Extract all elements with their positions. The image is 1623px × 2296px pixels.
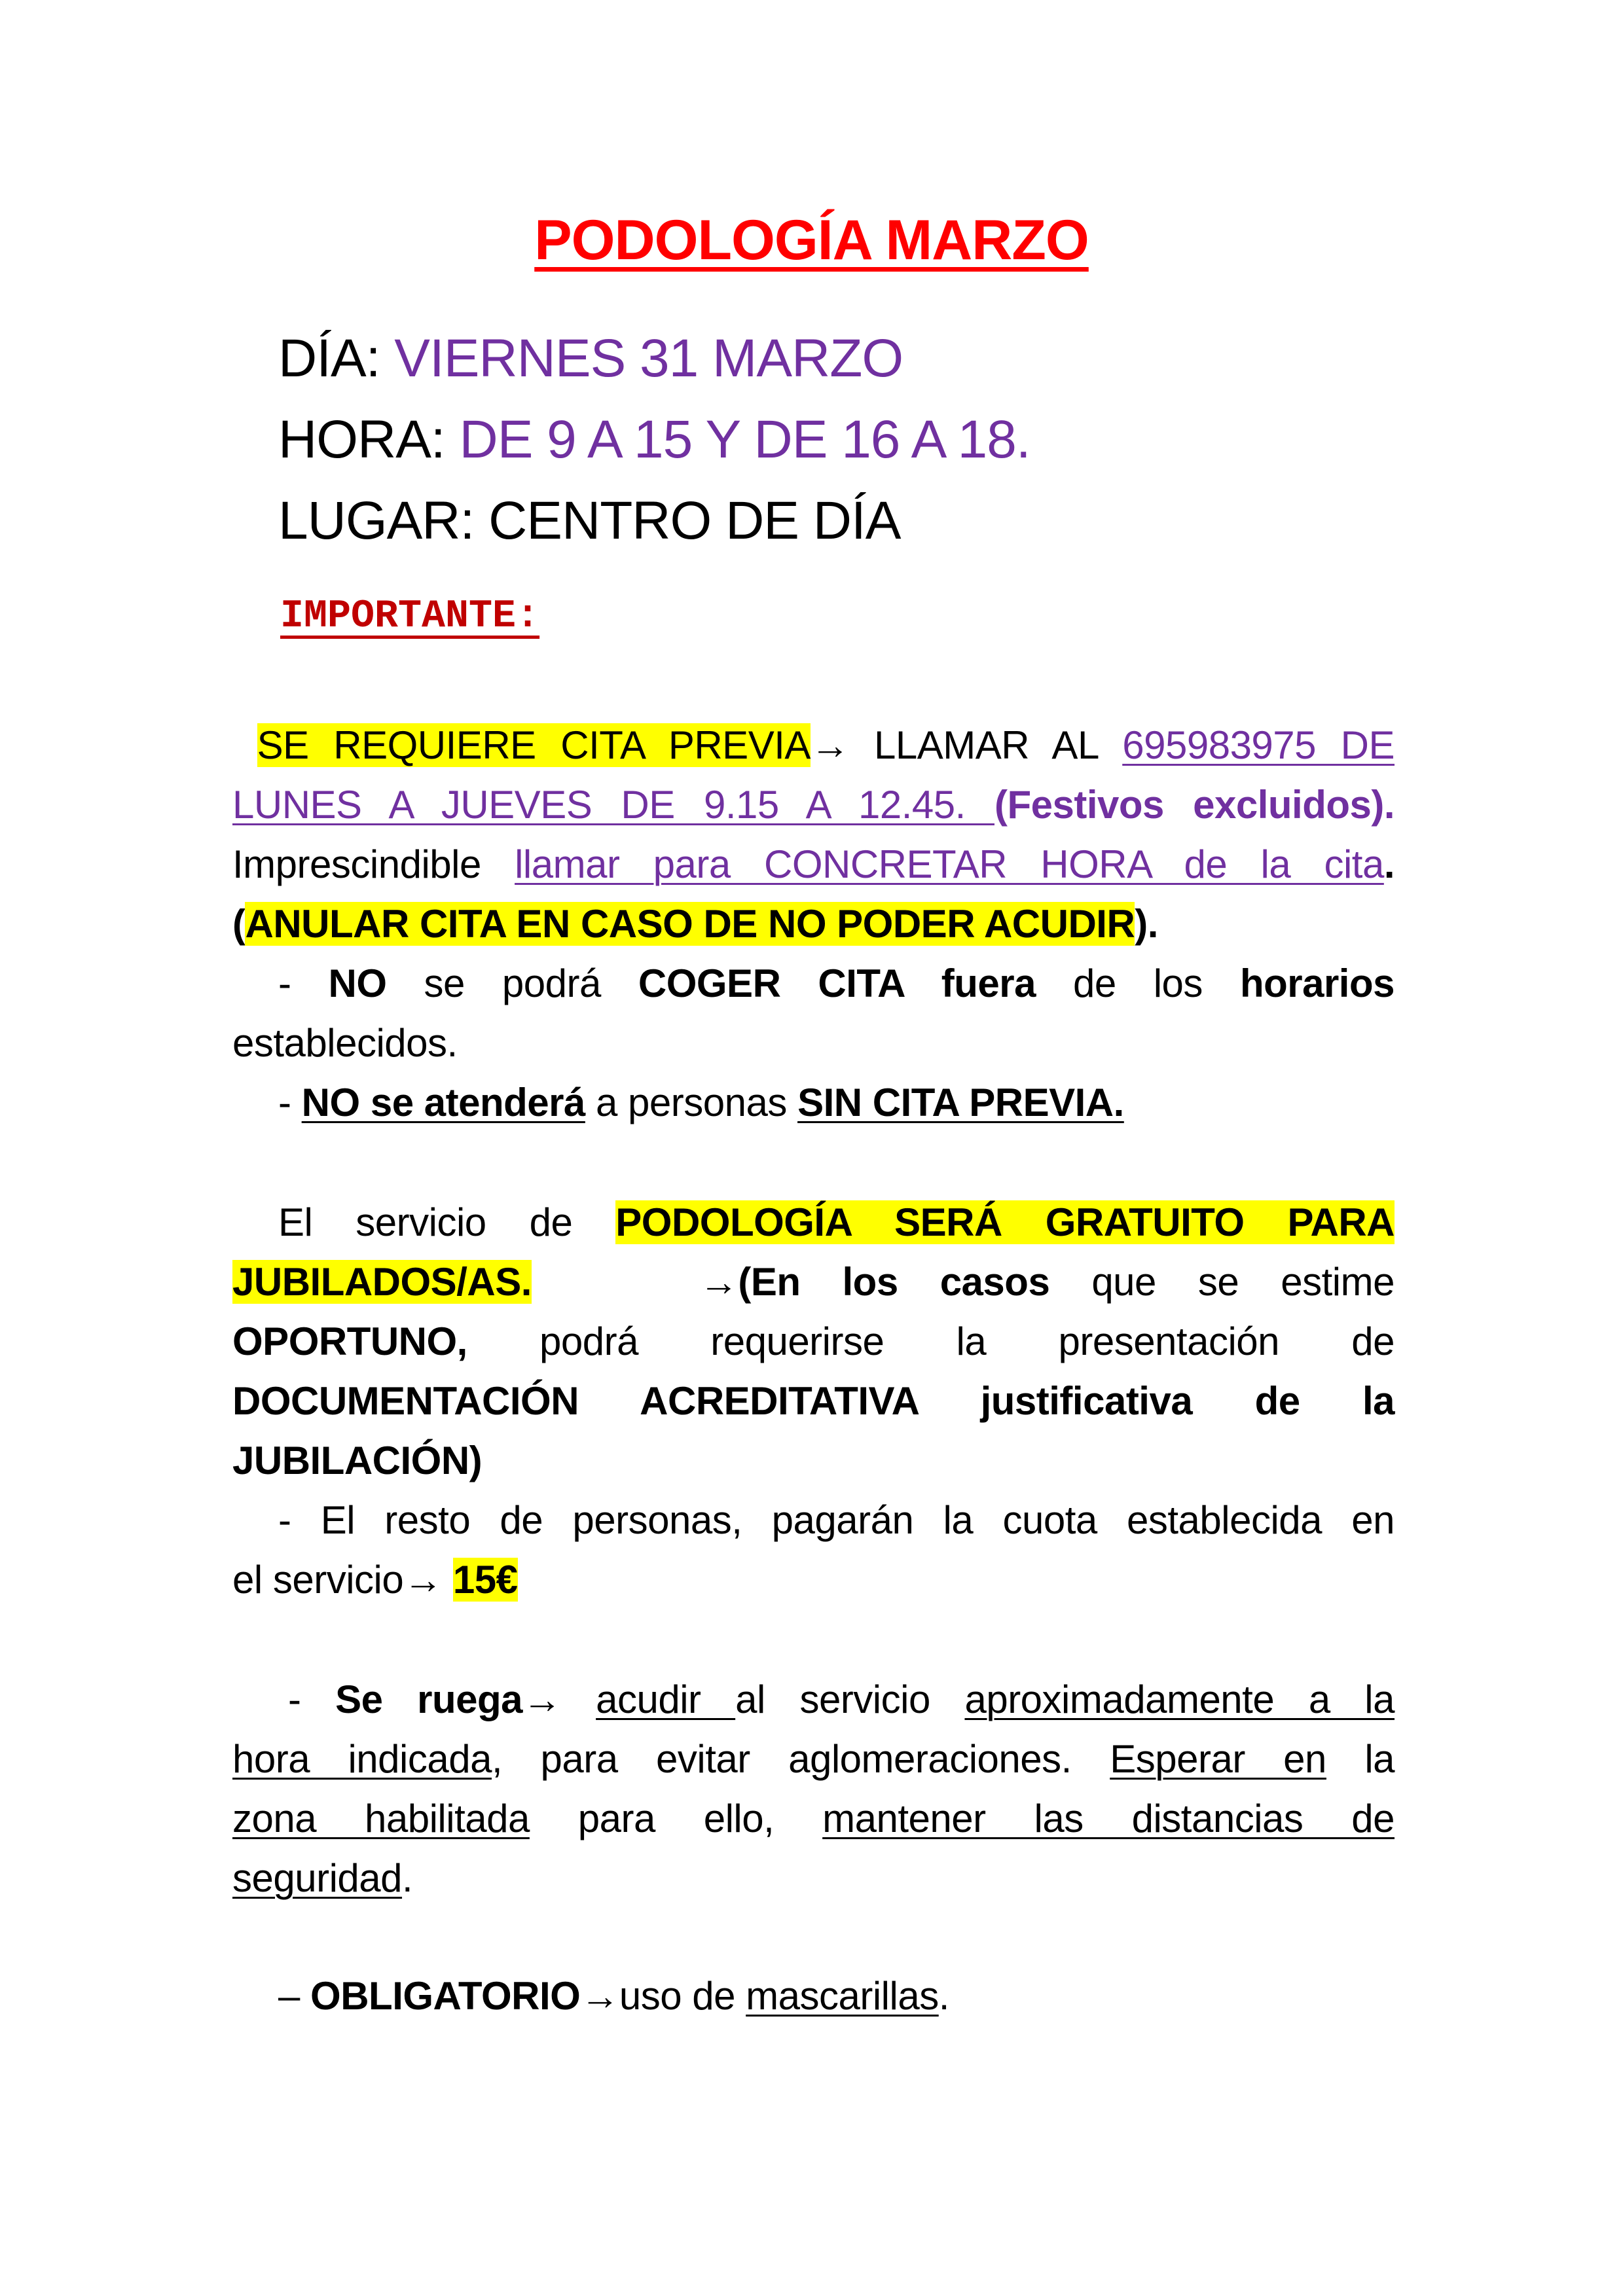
precio-line <box>232 1550 1395 1609</box>
punto: . <box>402 1856 413 1900</box>
paren-close: ). <box>1135 902 1158 946</box>
el-servicio-final-text: el servicio <box>232 1558 404 1602</box>
no-atendera-line <box>232 1073 1395 1132</box>
se-podra-text: se podrá <box>386 961 638 1005</box>
no-coger-line <box>232 954 1395 1013</box>
cita-line-2 <box>232 775 1395 834</box>
para-ello-text: para ello, <box>529 1797 823 1840</box>
importante-heading: IMPORTANTE: <box>280 594 540 639</box>
establecidos-line: establecidos. <box>232 1021 458 1065</box>
dash: - <box>288 1677 336 1721</box>
mantener-text: mantener las distancias de <box>822 1797 1395 1840</box>
en-los-text: (En los <box>738 1260 940 1304</box>
obligatorio-line <box>232 1966 1395 2026</box>
hora-value: DE 9 A 15 Y DE 16 A 18. <box>459 410 1030 469</box>
ruega-line-1 <box>232 1670 1395 1729</box>
casos-text: casos <box>939 1260 1050 1304</box>
jubilados-highlight: JUBILADOS/AS. <box>232 1260 532 1304</box>
dia-line <box>278 326 903 391</box>
no-atendera-text: NO se atenderá <box>301 1081 585 1124</box>
telefono-link[interactable]: 695983975 DE <box>1122 723 1395 767</box>
dia-value: VIERNES 31 MARZO <box>394 329 903 388</box>
ruega-paragraph <box>232 1670 1395 1908</box>
no-text: NO <box>328 961 387 1005</box>
dash: – <box>278 1974 311 2018</box>
cita-paragraph <box>232 715 1395 1132</box>
esperar-text: Esperar en <box>1110 1737 1326 1781</box>
a-personas-text: a personas <box>585 1081 798 1124</box>
dash: - <box>278 1081 302 1124</box>
evitar-text: , para evitar aglomeraciones. <box>491 1737 1110 1781</box>
uso-de-text: uso de <box>619 1974 746 2018</box>
servicio-line-2 <box>232 1252 1395 1312</box>
hora-line <box>278 407 1030 473</box>
cita-line-4 <box>232 894 1395 954</box>
dia-label: DÍA: <box>278 329 395 388</box>
estime-text: que se estime <box>1049 1260 1395 1304</box>
horarios-text: horarios <box>1239 961 1395 1005</box>
dash: - <box>278 961 329 1005</box>
hora-indicada-text: hora indicada <box>232 1737 492 1781</box>
fuera-text: fuera <box>903 961 1036 1005</box>
ruega-line-2 <box>232 1729 1395 1789</box>
arrow-icon: → <box>810 723 850 767</box>
obligatorio-paragraph <box>232 1966 1395 2026</box>
documentacion-line: DOCUMENTACIÓN ACREDITATIVA justificativa de la <box>232 1379 1395 1423</box>
festivos-text: (Festivos excluidos). <box>994 783 1395 827</box>
arrow-icon: → <box>580 1974 619 2018</box>
servicio-line-3 <box>232 1312 1395 1371</box>
servicio-line-1 <box>232 1193 1395 1252</box>
imprescindible-text: Imprescindible <box>232 842 515 886</box>
obligatorio-text: OBLIGATORIO <box>310 1974 581 2018</box>
sin-cita-text: SIN CITA PREVIA. <box>797 1081 1124 1124</box>
de-los-text: de los <box>1035 961 1240 1005</box>
hora-label: HORA: <box>278 410 460 469</box>
llamar-al-text: LLAMAR AL <box>849 723 1123 767</box>
aproximadamente-text: aproximadamente a la <box>964 1677 1395 1721</box>
gratuito-highlight: PODOLOGÍA SERÁ GRATUITO PARA <box>615 1200 1395 1244</box>
coger-cita-text: COGER CITA <box>638 961 904 1005</box>
horario-llamadas: LUNES A JUEVES DE 9.15 A 12.45. <box>232 783 994 827</box>
zona-text: zona habilitada <box>232 1797 530 1840</box>
arrow-icon: → <box>699 1260 739 1304</box>
precio-highlight: 15€ <box>452 1558 518 1602</box>
paren-open: ( <box>232 902 246 946</box>
page-title: PODOLOGÍA MARZO <box>534 209 1089 272</box>
cita-requerida-highlight: SE REQUIERE CITA PREVIA <box>257 723 811 767</box>
arrow-icon: → <box>403 1558 443 1602</box>
jubilacion-line: JUBILACIÓN) <box>232 1439 483 1482</box>
resto-line: - El resto de personas, pagarán la cuota establecida en <box>278 1498 1395 1542</box>
anular-cita-highlight: ANULAR CITA EN CASO DE NO PODER ACUDIR <box>245 902 1135 946</box>
seguridad-text: seguridad <box>232 1856 403 1900</box>
cita-line-1 <box>232 715 1395 775</box>
podra-text: podrá requerirse la presentación de <box>467 1319 1395 1363</box>
el-servicio-text: El servicio de <box>278 1200 616 1244</box>
punto: . <box>1383 842 1395 886</box>
al-servicio-text: al servicio <box>735 1677 965 1721</box>
ruega-line-3 <box>232 1789 1395 1848</box>
lugar-line: LUGAR: CENTRO DE DÍA <box>278 491 901 550</box>
concretar-hora-link[interactable]: llamar para CONCRETAR HORA de la cita <box>515 842 1384 886</box>
oportuno-text: OPORTUNO, <box>232 1319 467 1363</box>
la-text: la <box>1326 1737 1395 1781</box>
punto: . <box>938 1974 949 2018</box>
servicio-paragraph <box>232 1193 1395 1609</box>
acudir-text: acudir <box>596 1677 736 1721</box>
arrow-icon: → <box>522 1677 596 1721</box>
ruega-line-4 <box>232 1848 1395 1908</box>
mascarillas-text: mascarillas <box>746 1974 939 2018</box>
se-ruega-text: Se ruega <box>335 1677 522 1721</box>
cita-line-3 <box>232 834 1395 894</box>
